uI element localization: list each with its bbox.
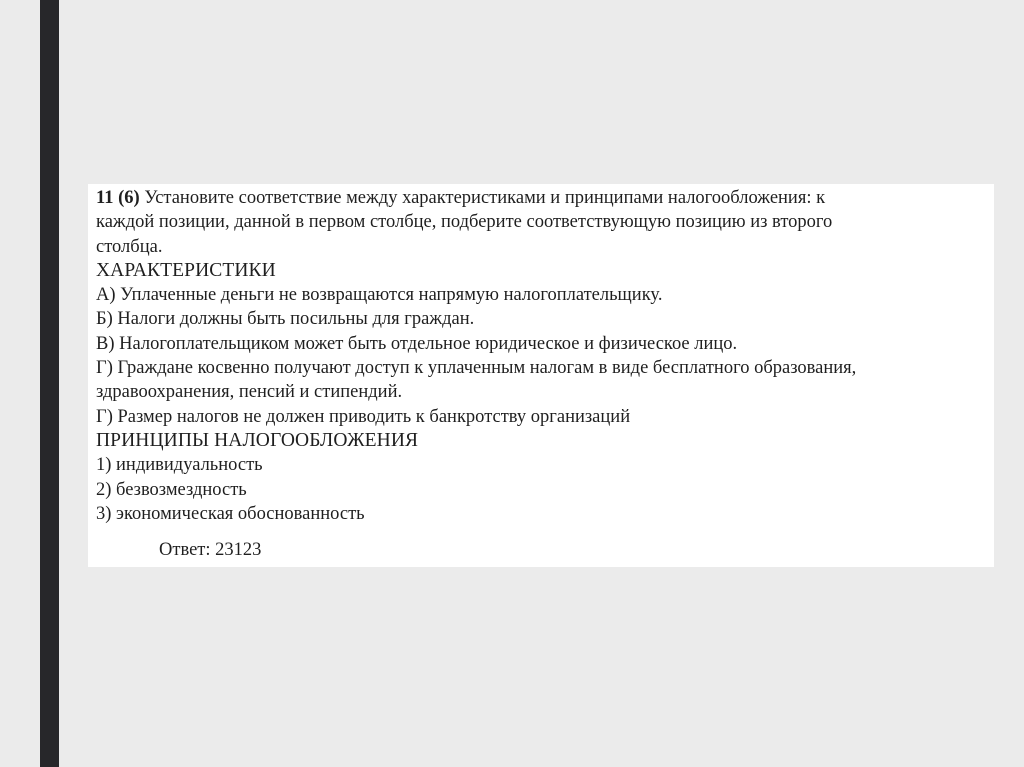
principles-heading: ПРИНЦИПЫ НАЛОГООБЛОЖЕНИЯ xyxy=(96,429,419,451)
question-document xyxy=(88,184,994,567)
characteristics-heading: ХАРАКТЕРИСТИКИ xyxy=(96,259,276,281)
characteristic-item: А) Уплаченные деньги не возвращаются напрямую налогоплательщику. xyxy=(96,285,663,306)
answer-text: Ответ: 23123 xyxy=(159,540,262,561)
left-accent-bar xyxy=(40,0,59,767)
question-number: 11 (6) xyxy=(96,188,140,208)
characteristic-item: Б) Налоги должны быть посильны для граждан. xyxy=(96,309,475,330)
characteristic-item: В) Налогоплательщиком может быть отдельное юридическое и физическое лицо. xyxy=(96,333,738,354)
characteristic-item: Г) Размер налогов не должен приводить к банкротству организаций xyxy=(96,406,631,427)
principle-item: 3) экономическая обоснованность xyxy=(96,503,365,524)
question-prompt-1: Установите соответствие между характеристиками и принципами налогообложения: к xyxy=(144,188,826,208)
principle-item: 2) безвозмездность xyxy=(96,479,247,500)
characteristic-item: Г) Граждане косвенно получают доступ к уплаченным налогам в виде бесплатного образования, xyxy=(96,358,857,379)
characteristic-item: здравоохранения, пенсий и стипендий. xyxy=(96,382,403,403)
question-prompt-2: каждой позиции, данной в первом столбце, подберите соответствующую позицию из второго xyxy=(96,212,833,233)
principle-item: 1) индивидуальность xyxy=(96,455,263,476)
question-line-1 xyxy=(96,186,986,210)
question-prompt-3: столбца. xyxy=(96,236,163,257)
